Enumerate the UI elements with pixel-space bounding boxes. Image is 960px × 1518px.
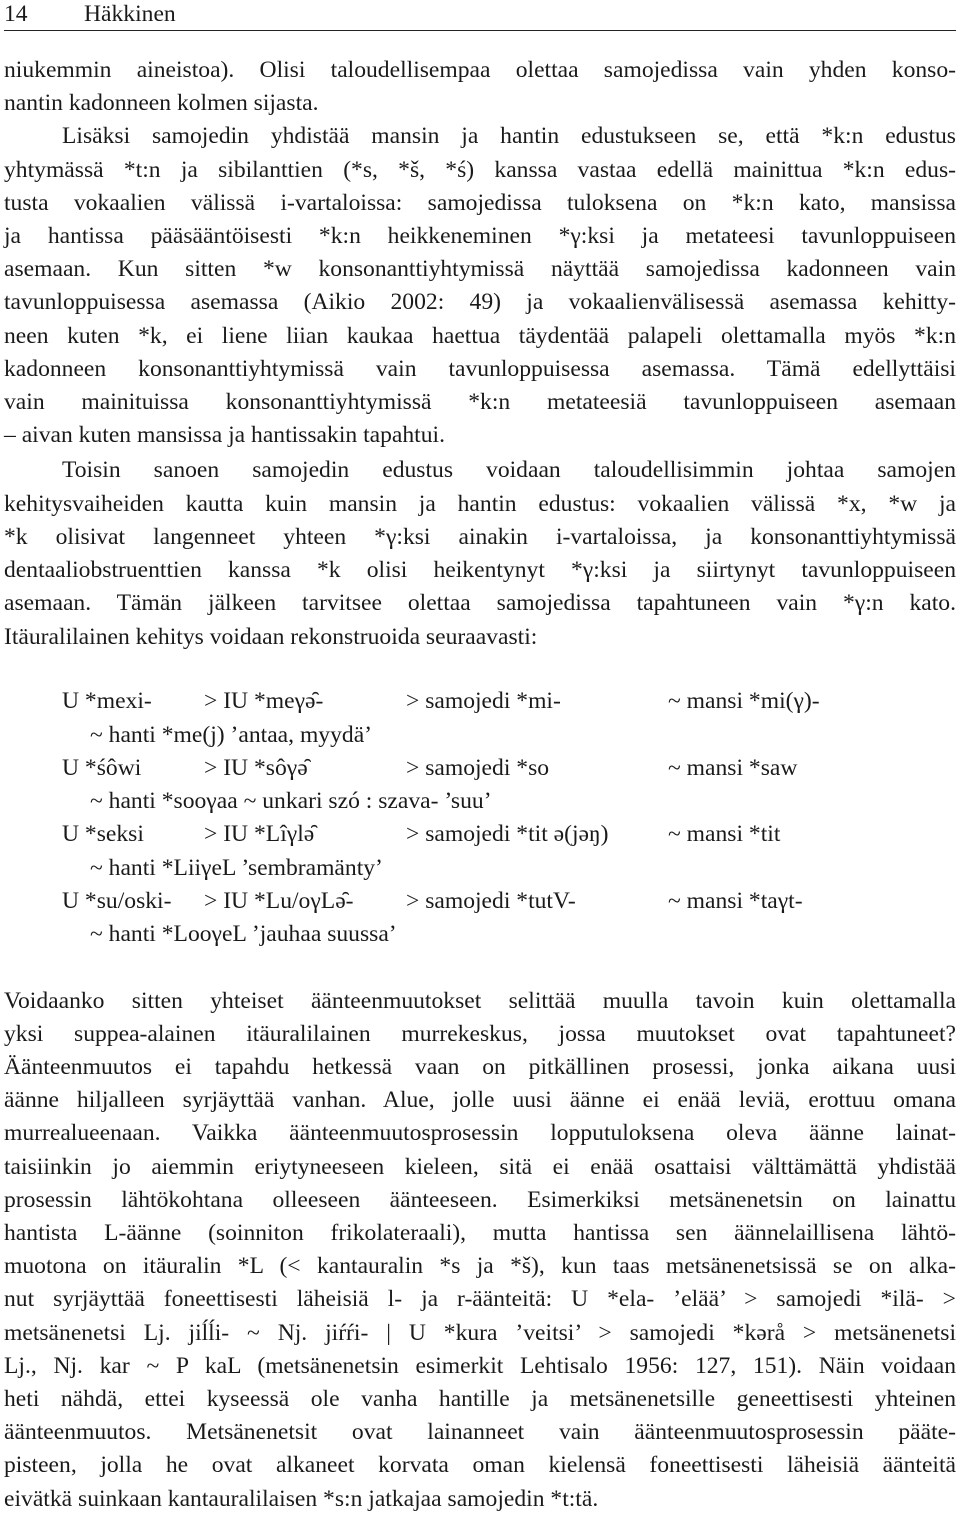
text-line: hantista L-äänne (soinniton frikolateraali), mutta hantissa sen äännelaillisena lähtö- xyxy=(4,1220,956,1246)
text-line: niukemmin aineistoa). Olisi taloudellisempaa olettaa samojedissa vain yhden konso- xyxy=(4,57,956,83)
example-mansi: ~ mansi *saw xyxy=(668,755,798,781)
example-mansi: ~ mansi *tit xyxy=(668,821,781,847)
text-line: kehitysvaiheiden kautta kuin mansin ja hantin edustus: vokaalien välissä *x, *w ja xyxy=(4,491,956,517)
example-uralic: U *śôwi xyxy=(62,755,142,781)
text-line: asemaan. Tämän jälkeen tarvitsee olettaa samojedissa tapahtuneen vain *γ:n kato. xyxy=(4,590,956,616)
text-line: muotona on itäuralin *L (< kantauralin *s ja *š), kun taas metsänenetsissä se on alka- xyxy=(4,1253,956,1279)
text-line: *k olisivat langenneet yhteen *γ:ksi ainakin i-vartaloissa, ja konsonanttiyhtymissä xyxy=(4,524,956,550)
example-uralic: U *mexi- xyxy=(62,688,152,714)
example-khanty: ~ hanti *me(j) ’antaa, myydä’ xyxy=(90,722,373,748)
text-line: metsänenetsi Lj. jiĺĺi- ~ Nj. jiŕŕi- | U *kura ’veitsi’ > samojedi *kərå > metsänenetsi xyxy=(4,1320,956,1346)
text-line: äänne hiljalleen syrjäyttää vanhan. Alue, jolle uusi äänne ei enää leviä, erottuu omana xyxy=(4,1087,956,1113)
text-line: nantin kadonneen kolmen sijasta. xyxy=(4,90,319,116)
text-line: pisteen, jolla he ovat alkaneet korvata oman kielensä foneettisesti läheisiä äänteitä xyxy=(4,1452,956,1478)
text-line: eivätkä suinkaan kantauralilaisen *s:n jatkajaa samojedin *t:tä. xyxy=(4,1486,599,1512)
example-uralic: U *su/oski- xyxy=(62,888,172,914)
running-header xyxy=(4,0,956,31)
example-khanty: ~ hanti *LooγeL ’jauhaa suussa’ xyxy=(90,921,397,947)
text-line: prosessin lähtökohtana olleeseen äänteeseen. Esimerkiksi metsänenetsin on lainattu xyxy=(4,1187,956,1213)
text-line: Voidaanko sitten yhteiset äänteenmuutokset selittää muulla tavoin kuin olettamalla xyxy=(4,988,956,1014)
example-samoyed: > samojedi *tit ə(jəŋ) xyxy=(406,821,609,847)
text-line: Itäuralilainen kehitys voidaan rekonstruoida seuraavasti: xyxy=(4,624,538,650)
example-east-uralic: > IU *Lu/oγLə̑- xyxy=(204,888,354,914)
text-line: ja hantissa pääsääntöisesti *k:n heikkeneminen *γ:ksi ja metateesi tavunloppuiseen xyxy=(4,223,956,249)
text-line: nut syrjäyttää foneettisesti läheisiä l- ja r-äänteitä: U *ela- ’elää’ > samojedi *ilä- > xyxy=(4,1286,956,1312)
example-khanty: ~ hanti *LiiγeL ’sembramänty’ xyxy=(90,855,383,881)
text-line: heti nähdä, ettei kyseessä ole vanha hantille ja metsänenetsille geneettisesti yhteinen xyxy=(4,1386,956,1412)
text-line: taisiinkin jo aiemmin eriytyneeseen kieleen, sitä ei enää osattaisi välttämättä yhdistää xyxy=(4,1154,956,1180)
example-mansi: ~ mansi *taγt- xyxy=(668,888,803,914)
text-line: Lj., Nj. kar ~ P kaL (metsänenetsin esimerkit Lehtisalo 1956: 127, 151). Näin voidaan xyxy=(4,1353,956,1379)
example-samoyed: > samojedi *so xyxy=(406,755,550,781)
example-east-uralic: > IU *meγə̑- xyxy=(204,688,324,714)
text-line: dentaaliobstruenttien kanssa *k olisi heikentynyt *γ:ksi ja siirtynyt tavunloppuiseen xyxy=(4,557,956,583)
text-line: äänteenmuutos. Metsänenetsit ovat lainanneet vain äänteenmuutosprosessin pääte- xyxy=(4,1419,956,1445)
text-line: asemaan. Kun sitten *w konsonanttiyhtymissä näyttää samojedissa kadonneen vain xyxy=(4,256,956,282)
text-line: vain mainituissa konsonanttiyhtymissä *k:n metateesiä tavunloppuiseen asemaan xyxy=(4,389,956,415)
example-east-uralic: > IU *sôγə̑ xyxy=(204,755,308,781)
text-line: yhtymässä *t:n ja sibilanttien (*s, *š, *ś) kanssa vastaa edellä mainittua *k:n edus- xyxy=(4,157,956,183)
example-east-uralic: > IU *Lîγlə̑ xyxy=(204,821,315,847)
example-uralic: U *seksi xyxy=(62,821,144,847)
text-line: – aivan kuten mansissa ja hantissakin tapahtui. xyxy=(4,422,445,448)
text-line: tavunloppuisessa asemassa (Aikio 2002: 49) ja vokaalienvälisessä asemassa kehitty- xyxy=(4,289,956,315)
page-number: 14 xyxy=(4,1,28,27)
text-line: Toisin sanoen samojedin edustus voidaan taloudellisimmin johtaa samojen xyxy=(62,457,956,483)
text-line: yksi suppea-alainen itäuralilainen murrekeskus, jossa muutokset ovat tapahtuneet? xyxy=(4,1021,956,1047)
text-line: tusta vokaalien välissä i-vartaloissa: samojedissa tuloksena on *k:n kato, mansissa xyxy=(4,190,956,216)
example-samoyed: > samojedi *mi- xyxy=(406,688,561,714)
text-line: Lisäksi samojedin yhdistää mansin ja hantin edustukseen se, että *k:n edustus xyxy=(62,123,956,149)
text-line: murrealueenaan. Vaikka äänteenmuutosprosessin lopputuloksena oleva äänne lainat- xyxy=(4,1120,956,1146)
text-line: Äänteenmuutos ei tapahdu hetkessä vaan on pitkällinen prosessi, jonka aikana uusi xyxy=(4,1054,956,1080)
text-line: neen kuten *k, ei liene liian kaukaa haettua täydentää palapeli olettamalla myös *k:n xyxy=(4,323,956,349)
running-author: Häkkinen xyxy=(84,1,176,27)
example-mansi: ~ mansi *mi(γ)- xyxy=(668,688,820,714)
text-line: kadonneen konsonanttiyhtymissä vain tavunloppuisessa asemassa. Tämä edellyttäisi xyxy=(4,356,956,382)
example-samoyed: > samojedi *tutV- xyxy=(406,888,576,914)
example-khanty: ~ hanti *sooγaa ~ unkari szó : szava- ’suu’ xyxy=(90,788,492,814)
